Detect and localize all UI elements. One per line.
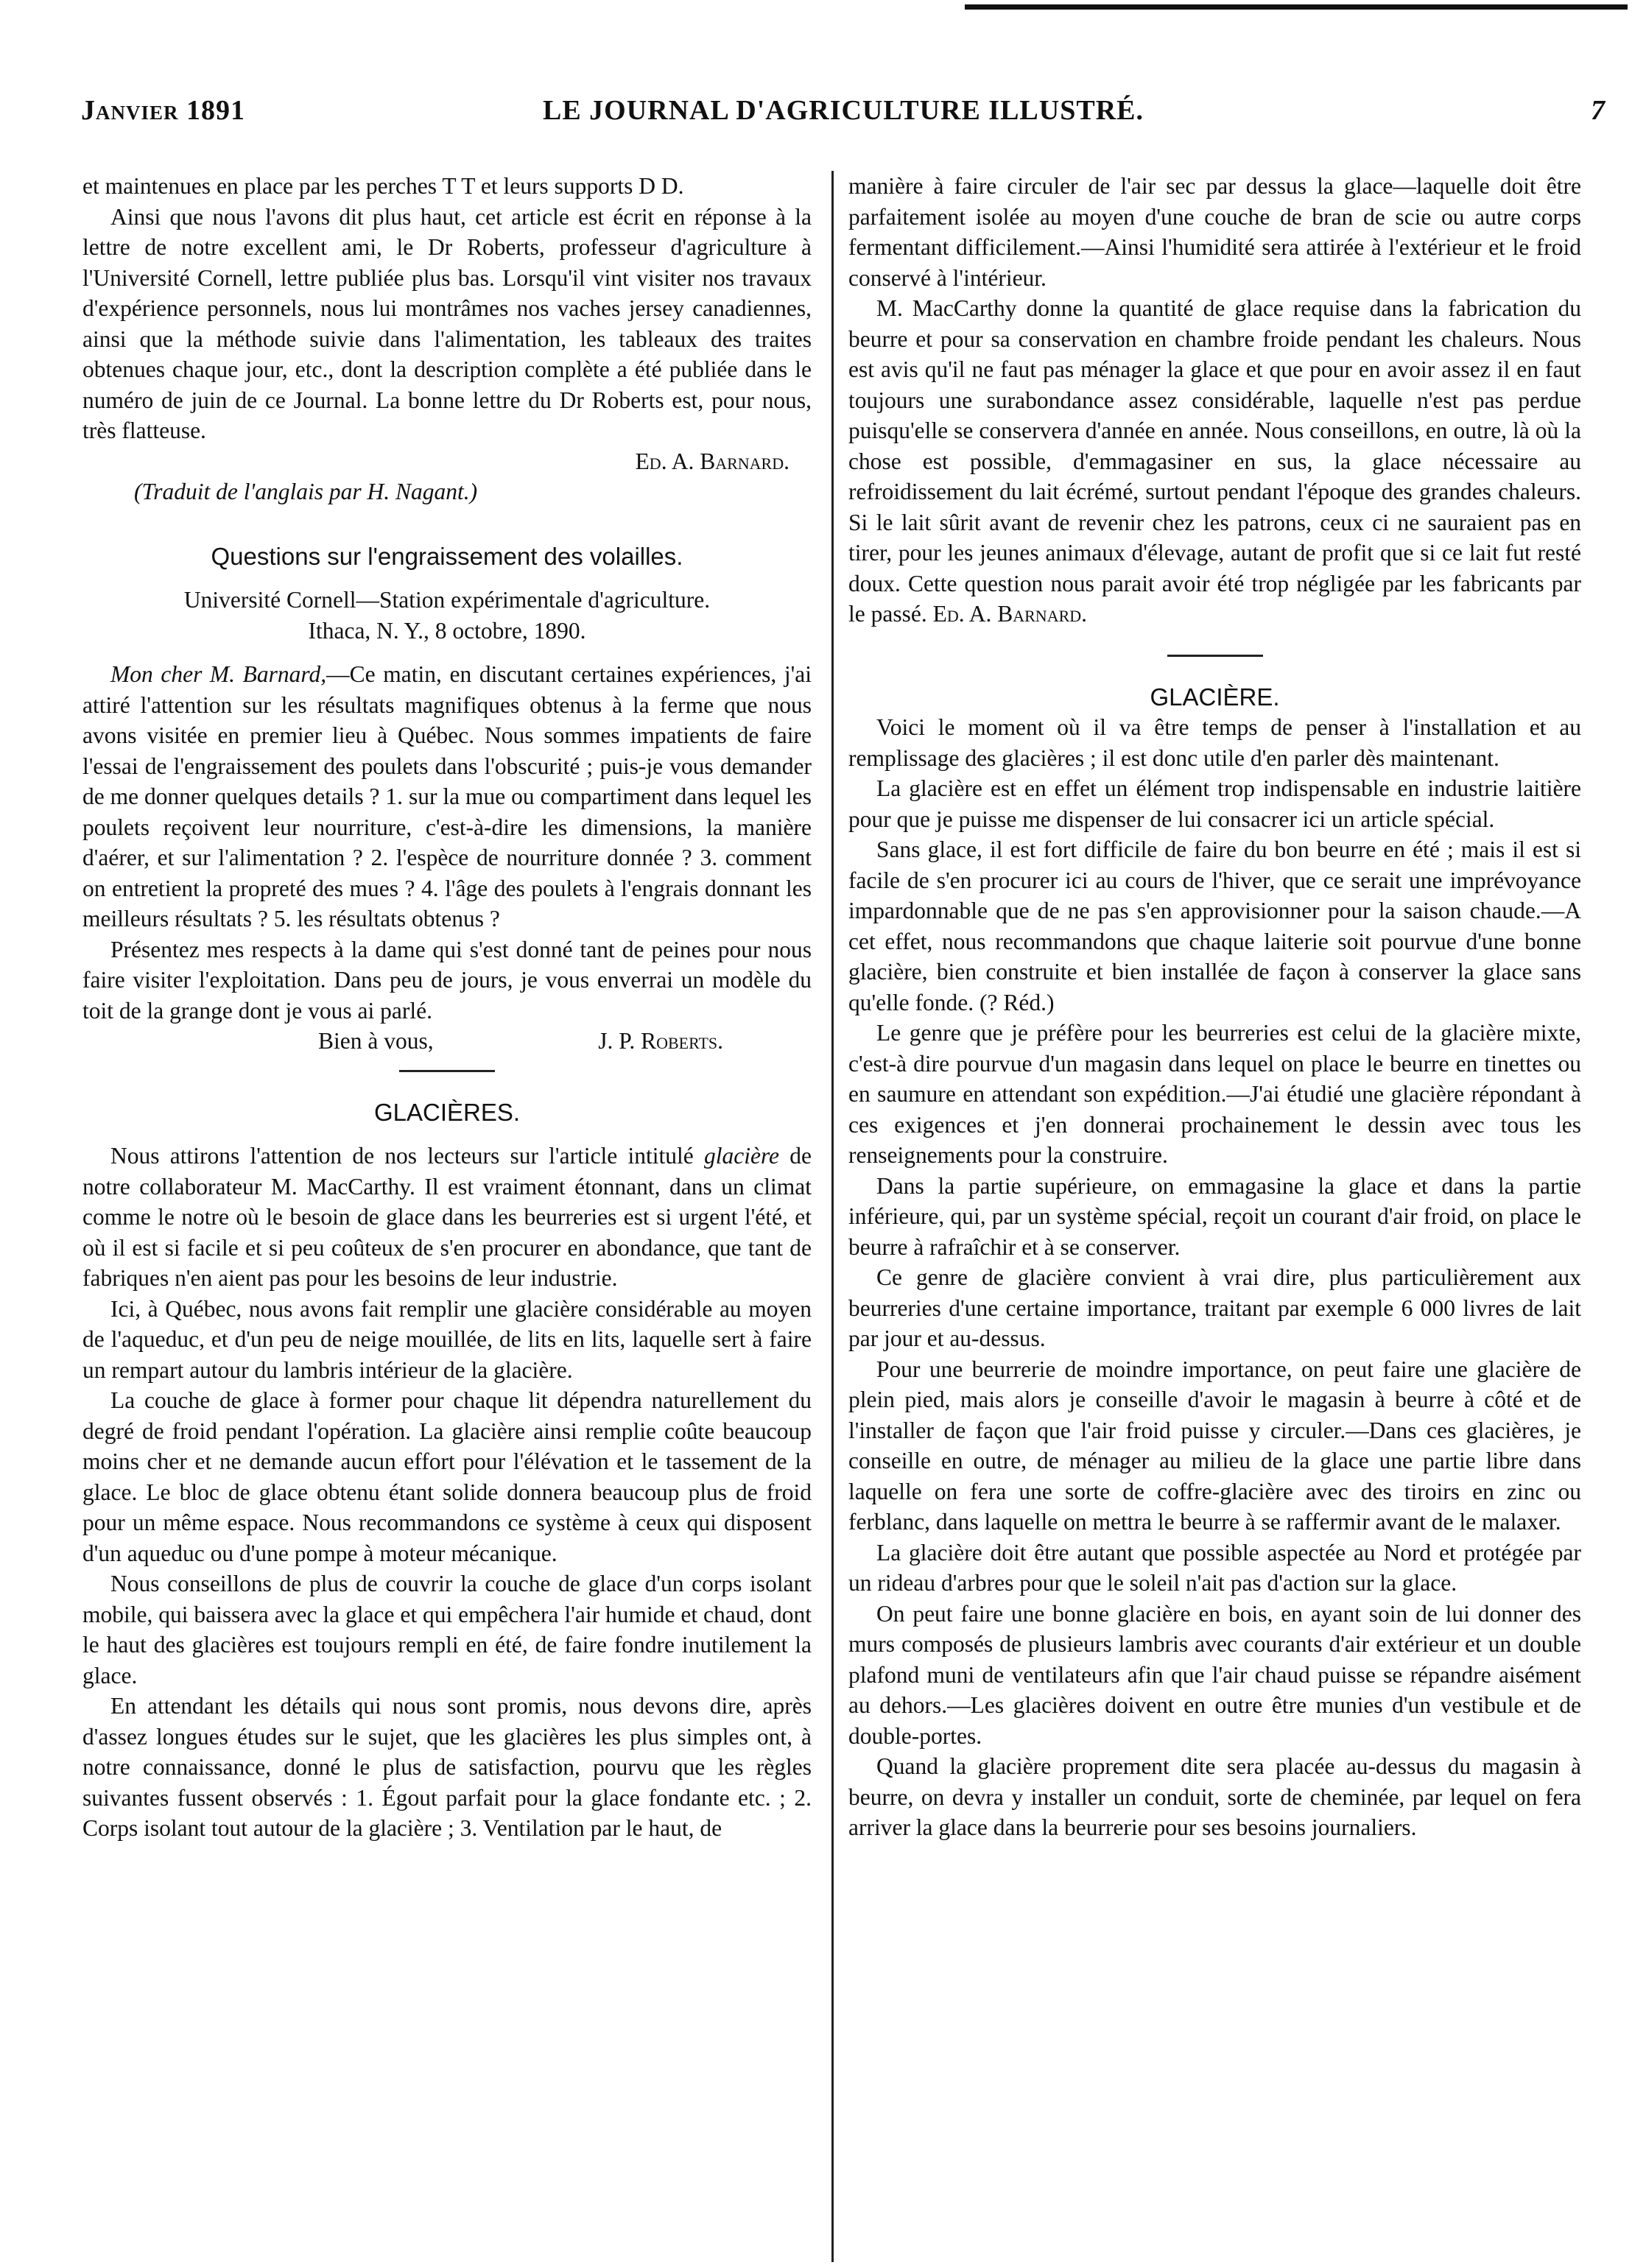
paragraph: manière à faire circuler de l'air sec par dessus la glace—laquelle doit être parfaitement isolée au moyen d'une couche de bran de scie ou autre corps fermentant difficilement.—Ainsi l'humidité sera attirée à l'extérieur et le froid conservé à l'intérieur. xyxy=(848,173,1581,291)
page-header xyxy=(81,94,1605,138)
header-date: Janvier 1891 xyxy=(81,95,246,126)
paragraph: La glacière doit être autant que possible aspectée au Nord et protégée par un rideau d'arbres pour que le soleil n'ait pas d'action sur la glace. xyxy=(848,1539,1581,1596)
paragraph: Ici, à Québec, nous avons fait remplir une glacière considérable au moyen de l'aqueduc, et d'un peu de neige mouillée, de lits en lits, laquelle sert à faire un rempart autour du lambris intérieur de la glacière. xyxy=(82,1295,812,1383)
paragraph: Mon cher M. Barnard,—Ce matin, en discutant certaines expériences, j'ai attiré l'attention sur les résultats magnifiques obtenus à la ferme que nous avons visitée en premier lieu à Québec. Nous sommes impatients de faire l'essai de l'engraissement des poulets dans l'obscurité ; puis-je vous demander de me donner quelques details ? 1. sur la mue ou compartiment dans lequel les poulets reçoivent leur nourriture, c'est-à-dire les dimensions, la manière d'aérer, et sur l'alimentation ? 2. l'espèce de nourriture donnée ? 3. comment on entretient la propreté des mues ? 4. l'âge des poulets à l'engrais donnant les meilleurs résultats ? 5. les résultats obtenus ? xyxy=(82,661,812,932)
paragraph: On peut faire une bonne glacière en bois, en ayant soin de lui donner des murs composés de plusieurs lambris avec courants d'air extérieur et un double plafond muni de ventilateurs afin que l'air chaud puisse se répandre aisément au dehors.—Les glacières doivent en outre être munies d'un vestibule et de double-portes. xyxy=(848,1600,1581,1749)
paragraph: Sans glace, il est fort difficile de faire du bon beurre en été ; mais il est si facile de s'en procurer ici au cours de l'hiver, que ce serait une imprévoyance impardonnable que de ne pas s'en approvisionner pour la saison chaude.—A cet effet, nous recommandons que chaque laiterie soit pourvue d'une bonne glacière, bien construite et bien installée de façon à conserver la glace sans qu'elle fonde. (? Réd.) xyxy=(848,837,1581,1015)
journal-title: LE JOURNAL D'AGRICULTURE ILLUSTRÉ. xyxy=(542,95,1144,126)
paragraph: La couche de glace à former pour chaque lit dépendra naturellement du degré de froid pendant l'opération. La glacière ainsi remplie coûte beaucoup moins cher et ne demande aucun effort pour l'élévation et le tassement de la glace. Le bloc de glace obtenu étant solide donnera beaucoup plus de froid pour un même espace. Nous recommandons ce système à ceux qui disposent d'un aqueduc ou d'une pompe à moteur mécanique. xyxy=(82,1387,812,1566)
left-column xyxy=(82,171,812,2262)
page-number: 7 xyxy=(1591,95,1605,126)
paragraph: Ainsi que nous l'avons dit plus haut, cet article est écrit en réponse à la lettre de notre excellent ami, le Dr Roberts, professeur d'agriculture à l'Université Cornell, lettre publiée plus bas. Lorsqu'il vint visiter nos travaux d'expérience personnels, nous lui montrâmes nos vaches jersey canadiennes, ainsi que la méthode suivie dans l'alimentation, les tableaux des traites obtenues chaque jour, etc., dont la description complète a été publiée dans le numéro de juin de ce Journal. La bonne lettre du Dr Roberts est, pour nous, très flatteuse. xyxy=(82,203,812,443)
column-divider xyxy=(831,171,834,2262)
signoff: Bien à vous, J. P. Roberts. xyxy=(82,1026,812,1057)
signature: Ed. A. Barnard. xyxy=(635,448,789,474)
salutation: Mon cher M. Barnard, xyxy=(110,661,327,687)
paragraph: Pour une beurrerie de moindre importance, on peut faire une glacière de plein pied, mais alors je conseille d'avoir le magasin à beurre à côté et de l'installer de façon que l'air froid puisse y circuler.—Dans ces glacières, je conseille en outre, de ménager au milieu de la glace une partie libre dans laquelle on fera une sorte de coffre-glacière avec des tiroirs en zinc ou ferblanc, dans laquelle on mettra le beurre à se raffermir avant de le malaxer. xyxy=(848,1356,1581,1535)
letter-date: Ithaca, N. Y., 8 octobre, 1890. xyxy=(308,617,586,644)
paragraph: Ce genre de glacière convient à vrai dire, plus particulièrement aux beurreries d'une certaine importance, traitant par exemple 6 000 livres de lait par jour et au-dessus. xyxy=(848,1264,1581,1351)
paragraph: M. MacCarthy donne la quantité de glace requise dans la fabrication du beurre et pour sa conservation en chambre froide pendant les chaleurs. Nous est avis qu'il ne faut pas ménager la glace et que pour en avoir assez il en faut toujours une surabondance assez considérable, laquelle n'est pas perdue puisqu'elle se conservera d'année en année. Nous conseillons, en outre, là où la chose est possible, d'emmagasiner en sus, la glace nécessaire au refroidissement du lait écrémé, surtout pendant l'époque des grandes chaleurs. Si le lait sûrit avant de revenir chez les patrons, ceux ci ne sauraient pas en tirer, pour les jeunes animaux d'élevage, autant de profit que si ce lait fut resté doux. Cette question nous parait avoir été trop négligée par les fabricants par le passé. Ed. A. Barnard. xyxy=(848,295,1581,627)
right-column xyxy=(848,171,1581,2262)
paragraph: Dans la partie supérieure, on emmagasine la glace et dans la partie inférieure, qui, par un système spécial, reçoit un courant d'air froid, on place le beurre à rafraîchir et à se conserver. xyxy=(848,1172,1581,1260)
signoff-name: J. P. Roberts. xyxy=(598,1028,723,1054)
top-rule xyxy=(965,4,1628,10)
paragraph: Présentez mes respects à la dame qui s'est donné tant de peines pour nous faire visiter l'exploitation. Dans peu de jours, je vous enverrai un modèle du toit de la grange dont je vous ai parlé. xyxy=(82,936,812,1024)
paragraph: La glacière est en effet un élément trop indispensable en industrie laitière pour que je puisse me dispenser de lui consacrer ici un article spécial. xyxy=(848,775,1581,832)
paragraph: Voici le moment où il va être temps de penser à l'installation et au remplissage des glacières ; il est donc utile d'en parler dès maintenant. xyxy=(848,714,1581,771)
paragraph: Quand la glacière proprement dite sera placée au-dessus du magasin à beurre, on devra y installer un conduit, sorte de cheminée, par lequel on fera arriver la glace dans la beurrerie pour ses besoins journaliers. xyxy=(848,1753,1581,1840)
paragraph: En attendant les détails qui nous sont promis, nous devons dire, après d'assez longues études sur le sujet, que les glacières les plus simples ont, à notre connaissance, donné le plus de satisfaction, pourvu que les règles suivantes fussent observés : 1. Égout parfait pour la glace fondante etc. ; 2. Corps isolant tout autour de la glacière ; 3. Ventilation par le haut, de xyxy=(82,1693,812,1841)
paragraph: Nous conseillons de plus de couvrir la couche de glace d'un corps isolant mobile, qui baissera avec la glace et qui empêchera l'air humide et chaud, dont le haut des glacières est toujours rempli en été, de faire fondre inutilement la glace. xyxy=(82,1571,812,1688)
translation-note: (Traduit de l'anglais par H. Nagant.) xyxy=(134,479,478,504)
signature: Ed. A. Barnard. xyxy=(932,601,1088,627)
paragraph: Nous attirons l'attention de nos lecteurs sur l'article intitulé glacière de notre collaborateur M. MacCarthy. Il est vraiment étonnant, dans un climat comme le notre où le besoin de glace dans les beurreries est si urgent l'été, et où il est si facile et si peu coûteux de s'en procurer en abondance, que tant de fabriques n'en aient pas pour les besoins de leur industrie. xyxy=(82,1143,812,1291)
paragraph: Le genre que je préfère pour les beurreries est celui de la glacière mixte, c'est-à dire pourvue d'un magasin dans lequel on place le beurre en tinettes ou en saumure en attendant son expédition.—J'ai étudié une glacière répondant à ces exigences et j'en donnerai prochainement le dessin avec tous les renseignements pour la construire. xyxy=(848,1020,1581,1168)
section-heading-glacieres: GLACIÈRES. xyxy=(373,1098,521,1126)
letter-origin: Université Cornell—Station expérimentale d'agriculture. xyxy=(183,587,711,613)
section-heading-volailles: Questions sur l'engraissement des volailles. xyxy=(211,542,683,570)
section-heading-glaciere: GLACIÈRE. xyxy=(1150,683,1280,711)
paragraph: et maintenues en place par les perches T T et leurs supports D D. xyxy=(82,173,684,199)
